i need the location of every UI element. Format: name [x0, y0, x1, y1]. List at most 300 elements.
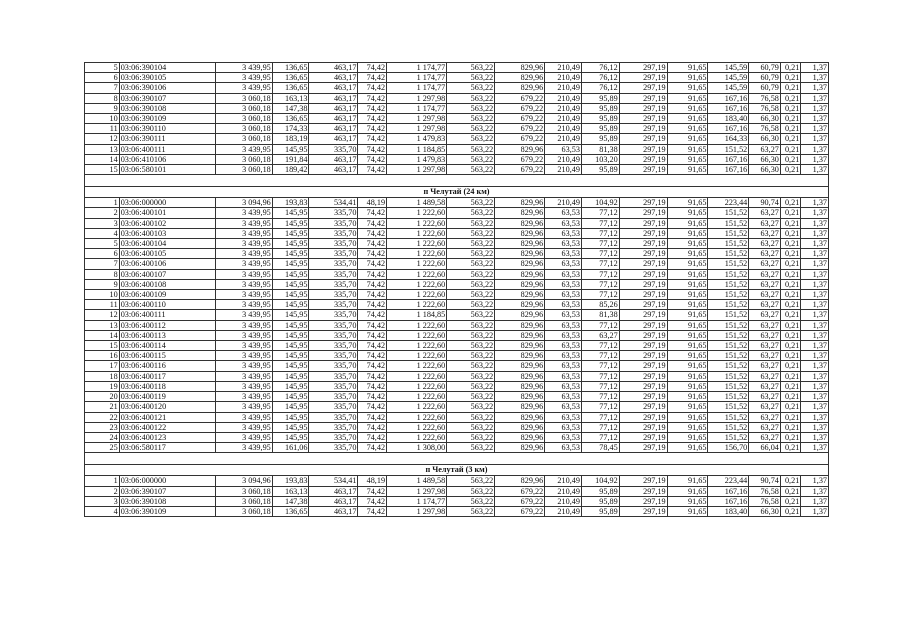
value-cell: 0,21 — [780, 506, 800, 516]
value-cell: 563,22 — [447, 208, 495, 218]
value-cell: 95,89 — [581, 506, 619, 516]
value-cell: 145,95 — [272, 249, 309, 259]
value-cell: 335,70 — [309, 249, 358, 259]
value-cell: 829,96 — [495, 290, 545, 300]
value-cell: 1,37 — [801, 269, 829, 279]
row-number-cell: 10 — [85, 290, 120, 300]
cadastral-code-cell: 03:06:390105 — [119, 73, 215, 83]
table-row — [85, 320, 829, 330]
value-cell: 63,27 — [749, 320, 781, 330]
value-cell: 3 060,18 — [215, 103, 272, 113]
value-cell: 74,42 — [358, 381, 387, 391]
value-cell: 297,19 — [619, 198, 667, 208]
value-cell: 1 222,60 — [387, 228, 447, 238]
value-cell: 91,65 — [667, 506, 708, 516]
value-cell: 74,42 — [358, 300, 387, 310]
value-cell: 91,65 — [667, 228, 708, 238]
value-cell: 297,19 — [619, 402, 667, 412]
value-cell: 3 439,95 — [215, 73, 272, 83]
cadastral-code-cell: 03:06:390106 — [119, 83, 215, 93]
value-cell: 3 439,95 — [215, 422, 272, 432]
value-cell: 297,19 — [619, 496, 667, 506]
value-cell: 563,22 — [447, 320, 495, 330]
value-cell: 563,22 — [447, 402, 495, 412]
value-cell: 77,12 — [581, 269, 619, 279]
value-cell: 145,95 — [272, 269, 309, 279]
value-cell: 829,96 — [495, 249, 545, 259]
value-cell: 77,12 — [581, 228, 619, 238]
value-cell: 167,16 — [708, 103, 749, 113]
value-cell: 210,49 — [545, 496, 582, 506]
value-cell: 63,53 — [545, 422, 582, 432]
row-number-cell: 21 — [85, 402, 120, 412]
value-cell: 95,89 — [581, 93, 619, 103]
value-cell: 297,19 — [619, 486, 667, 496]
value-cell: 66,30 — [749, 114, 781, 124]
table-row — [85, 412, 829, 422]
value-cell: 679,22 — [495, 114, 545, 124]
value-cell: 3 060,18 — [215, 506, 272, 516]
table-row — [85, 114, 829, 124]
value-cell: 63,27 — [749, 412, 781, 422]
value-cell: 1 184,85 — [387, 144, 447, 154]
row-number-cell: 1 — [85, 198, 120, 208]
value-cell: 3 060,18 — [215, 114, 272, 124]
table-body — [85, 63, 829, 517]
value-cell: 151,52 — [708, 310, 749, 320]
value-cell: 0,21 — [780, 300, 800, 310]
value-cell: 74,42 — [358, 351, 387, 361]
value-cell: 91,65 — [667, 330, 708, 340]
cadastral-code-cell: 03:06:410106 — [119, 154, 215, 164]
value-cell: 679,22 — [495, 506, 545, 516]
value-cell: 63,27 — [749, 269, 781, 279]
value-cell: 136,65 — [272, 506, 309, 516]
table-row — [85, 392, 829, 402]
value-cell: 3 439,95 — [215, 249, 272, 259]
value-cell: 91,65 — [667, 73, 708, 83]
value-cell: 335,70 — [309, 392, 358, 402]
section-title: п Челутай (24 км) — [85, 187, 829, 198]
value-cell: 91,65 — [667, 208, 708, 218]
value-cell: 335,70 — [309, 371, 358, 381]
cadastral-code-cell: 03:06:000000 — [119, 476, 215, 486]
value-cell: 3 439,95 — [215, 144, 272, 154]
value-cell: 76,58 — [749, 496, 781, 506]
value-cell: 151,52 — [708, 371, 749, 381]
value-cell: 151,52 — [708, 290, 749, 300]
value-cell: 829,96 — [495, 73, 545, 83]
value-cell: 563,22 — [447, 351, 495, 361]
value-cell: 74,42 — [358, 228, 387, 238]
value-cell: 297,19 — [619, 310, 667, 320]
value-cell: 164,33 — [708, 134, 749, 144]
value-cell: 3 439,95 — [215, 63, 272, 73]
value-cell: 74,42 — [358, 154, 387, 164]
cadastral-code-cell: 03:06:390107 — [119, 93, 215, 103]
value-cell: 145,95 — [272, 351, 309, 361]
value-cell: 563,22 — [447, 249, 495, 259]
value-cell: 1 222,60 — [387, 371, 447, 381]
value-cell: 95,89 — [581, 496, 619, 506]
value-cell: 136,65 — [272, 114, 309, 124]
value-cell: 563,22 — [447, 103, 495, 113]
cadastral-code-cell: 03:06:400119 — [119, 392, 215, 402]
value-cell: 91,65 — [667, 290, 708, 300]
value-cell: 63,53 — [545, 402, 582, 412]
value-cell: 210,49 — [545, 476, 582, 486]
value-cell: 77,12 — [581, 259, 619, 269]
value-cell: 563,22 — [447, 154, 495, 164]
value-cell: 63,53 — [545, 144, 582, 154]
value-cell: 66,30 — [749, 154, 781, 164]
value-cell: 297,19 — [619, 165, 667, 175]
row-number-cell: 7 — [85, 83, 120, 93]
cadastral-code-cell: 03:06:400111 — [119, 310, 215, 320]
value-cell: 1,37 — [801, 476, 829, 486]
value-cell: 63,27 — [749, 228, 781, 238]
value-cell: 3 439,95 — [215, 279, 272, 289]
value-cell: 679,22 — [495, 154, 545, 164]
value-cell: 3 439,95 — [215, 290, 272, 300]
value-cell: 91,65 — [667, 361, 708, 371]
value-cell: 147,38 — [272, 103, 309, 113]
value-cell: 463,17 — [309, 63, 358, 73]
value-cell: 77,12 — [581, 381, 619, 391]
table-row — [85, 198, 829, 208]
cadastral-code-cell: 03:06:390110 — [119, 124, 215, 134]
value-cell: 0,21 — [780, 412, 800, 422]
cadastral-code-cell: 03:06:400117 — [119, 371, 215, 381]
value-cell: 829,96 — [495, 259, 545, 269]
value-cell: 1,37 — [801, 134, 829, 144]
value-cell: 3 439,95 — [215, 371, 272, 381]
value-cell: 167,16 — [708, 154, 749, 164]
value-cell: 63,27 — [749, 381, 781, 391]
value-cell: 563,22 — [447, 269, 495, 279]
value-cell: 3 060,18 — [215, 124, 272, 134]
value-cell: 151,52 — [708, 422, 749, 432]
value-cell: 91,65 — [667, 432, 708, 442]
value-cell: 74,42 — [358, 73, 387, 83]
value-cell: 136,65 — [272, 63, 309, 73]
value-cell: 74,42 — [358, 83, 387, 93]
row-number-cell: 7 — [85, 259, 120, 269]
value-cell: 91,65 — [667, 103, 708, 113]
value-cell: 63,53 — [545, 269, 582, 279]
value-cell: 0,21 — [780, 476, 800, 486]
value-cell: 297,19 — [619, 249, 667, 259]
value-cell: 151,52 — [708, 320, 749, 330]
value-cell: 297,19 — [619, 259, 667, 269]
value-cell: 679,22 — [495, 103, 545, 113]
value-cell: 463,17 — [309, 73, 358, 83]
value-cell: 3 060,18 — [215, 134, 272, 144]
row-number-cell: 23 — [85, 422, 120, 432]
value-cell: 145,95 — [272, 259, 309, 269]
value-cell: 63,27 — [749, 351, 781, 361]
value-cell: 1 489,58 — [387, 198, 447, 208]
value-cell: 297,19 — [619, 144, 667, 154]
cadastral-code-cell: 03:06:000000 — [119, 198, 215, 208]
value-cell: 335,70 — [309, 432, 358, 442]
value-cell: 91,65 — [667, 320, 708, 330]
section-header-row — [85, 465, 829, 476]
value-cell: 3 439,95 — [215, 351, 272, 361]
value-cell: 74,42 — [358, 124, 387, 134]
value-cell: 335,70 — [309, 144, 358, 154]
value-cell: 297,19 — [619, 154, 667, 164]
value-cell: 1,37 — [801, 63, 829, 73]
cadastral-code-cell: 03:06:400116 — [119, 361, 215, 371]
value-cell: 74,42 — [358, 330, 387, 340]
value-cell: 76,12 — [581, 83, 619, 93]
row-number-cell: 1 — [85, 476, 120, 486]
value-cell: 77,12 — [581, 371, 619, 381]
value-cell: 829,96 — [495, 144, 545, 154]
value-cell: 210,49 — [545, 114, 582, 124]
row-number-cell: 6 — [85, 73, 120, 83]
value-cell: 563,22 — [447, 300, 495, 310]
row-number-cell: 24 — [85, 432, 120, 442]
value-cell: 63,27 — [749, 422, 781, 432]
value-cell: 563,22 — [447, 93, 495, 103]
value-cell: 167,16 — [708, 165, 749, 175]
value-cell: 563,22 — [447, 259, 495, 269]
value-cell: 297,19 — [619, 412, 667, 422]
value-cell: 297,19 — [619, 422, 667, 432]
value-cell: 0,21 — [780, 208, 800, 218]
value-cell: 74,42 — [358, 269, 387, 279]
value-cell: 174,33 — [272, 124, 309, 134]
value-cell: 63,27 — [749, 361, 781, 371]
value-cell: 91,65 — [667, 496, 708, 506]
row-number-cell: 9 — [85, 103, 120, 113]
value-cell: 77,12 — [581, 239, 619, 249]
value-cell: 829,96 — [495, 381, 545, 391]
value-cell: 91,65 — [667, 392, 708, 402]
value-cell: 48,19 — [358, 198, 387, 208]
value-cell: 193,83 — [272, 476, 309, 486]
value-cell: 91,65 — [667, 371, 708, 381]
value-cell: 829,96 — [495, 402, 545, 412]
value-cell: 829,96 — [495, 320, 545, 330]
value-cell: 95,89 — [581, 165, 619, 175]
value-cell: 1 222,60 — [387, 381, 447, 391]
value-cell: 563,22 — [447, 290, 495, 300]
value-cell: 77,12 — [581, 432, 619, 442]
value-cell: 145,95 — [272, 208, 309, 218]
cadastral-code-cell: 03:06:390107 — [119, 486, 215, 496]
table-row — [85, 259, 829, 269]
value-cell: 1,37 — [801, 93, 829, 103]
section-spacer — [85, 175, 829, 187]
value-cell: 3 439,95 — [215, 83, 272, 93]
value-cell: 829,96 — [495, 269, 545, 279]
value-cell: 3 060,18 — [215, 93, 272, 103]
value-cell: 335,70 — [309, 228, 358, 238]
value-cell: 335,70 — [309, 208, 358, 218]
value-cell: 563,22 — [447, 218, 495, 228]
value-cell: 3 439,95 — [215, 259, 272, 269]
value-cell: 74,42 — [358, 320, 387, 330]
value-cell: 3 439,95 — [215, 310, 272, 320]
value-cell: 151,52 — [708, 239, 749, 249]
value-cell: 76,58 — [749, 103, 781, 113]
cadastral-code-cell: 03:06:400107 — [119, 269, 215, 279]
row-number-cell: 11 — [85, 124, 120, 134]
value-cell: 145,95 — [272, 361, 309, 371]
value-cell: 74,42 — [358, 279, 387, 289]
value-cell: 563,22 — [447, 330, 495, 340]
value-cell: 3 439,95 — [215, 361, 272, 371]
value-cell: 63,53 — [545, 218, 582, 228]
value-cell: 1,37 — [801, 443, 829, 453]
value-cell: 1 308,00 — [387, 443, 447, 453]
value-cell: 77,12 — [581, 218, 619, 228]
value-cell: 1,37 — [801, 290, 829, 300]
row-number-cell: 20 — [85, 392, 120, 402]
value-cell: 829,96 — [495, 371, 545, 381]
value-cell: 0,21 — [780, 392, 800, 402]
value-cell: 297,19 — [619, 300, 667, 310]
value-cell: 193,83 — [272, 198, 309, 208]
value-cell: 1,37 — [801, 239, 829, 249]
value-cell: 95,89 — [581, 103, 619, 113]
value-cell: 63,53 — [545, 208, 582, 218]
value-cell: 0,21 — [780, 198, 800, 208]
value-cell: 77,12 — [581, 320, 619, 330]
value-cell: 74,42 — [358, 402, 387, 412]
value-cell: 563,22 — [447, 279, 495, 289]
value-cell: 210,49 — [545, 73, 582, 83]
value-cell: 297,19 — [619, 341, 667, 351]
value-cell: 297,19 — [619, 476, 667, 486]
value-cell: 223,44 — [708, 198, 749, 208]
value-cell: 145,95 — [272, 279, 309, 289]
value-cell: 63,27 — [749, 310, 781, 320]
value-cell: 3 439,95 — [215, 341, 272, 351]
value-cell: 91,65 — [667, 239, 708, 249]
value-cell: 297,19 — [619, 124, 667, 134]
value-cell: 335,70 — [309, 330, 358, 340]
row-number-cell: 14 — [85, 154, 120, 164]
value-cell: 829,96 — [495, 310, 545, 320]
value-cell: 3 439,95 — [215, 320, 272, 330]
row-number-cell: 11 — [85, 300, 120, 310]
value-cell: 1 222,60 — [387, 259, 447, 269]
value-cell: 829,96 — [495, 361, 545, 371]
value-cell: 63,27 — [749, 239, 781, 249]
value-cell: 3 439,95 — [215, 208, 272, 218]
value-cell: 63,53 — [545, 320, 582, 330]
value-cell: 145,95 — [272, 371, 309, 381]
value-cell: 74,42 — [358, 496, 387, 506]
value-cell: 679,22 — [495, 134, 545, 144]
value-cell: 0,21 — [780, 432, 800, 442]
value-cell: 63,53 — [545, 341, 582, 351]
value-cell: 145,59 — [708, 73, 749, 83]
value-cell: 145,95 — [272, 228, 309, 238]
value-cell: 63,27 — [749, 330, 781, 340]
value-cell: 167,16 — [708, 496, 749, 506]
value-cell: 3 439,95 — [215, 300, 272, 310]
table-row — [85, 330, 829, 340]
table-row — [85, 432, 829, 442]
value-cell: 63,53 — [545, 310, 582, 320]
row-number-cell: 6 — [85, 249, 120, 259]
value-cell: 297,19 — [619, 351, 667, 361]
value-cell: 1 174,77 — [387, 496, 447, 506]
value-cell: 167,16 — [708, 486, 749, 496]
value-cell: 3 439,95 — [215, 330, 272, 340]
value-cell: 95,89 — [581, 114, 619, 124]
table-row — [85, 218, 829, 228]
value-cell: 0,21 — [780, 144, 800, 154]
value-cell: 63,53 — [545, 239, 582, 249]
value-cell: 3 060,18 — [215, 165, 272, 175]
value-cell: 297,19 — [619, 63, 667, 73]
value-cell: 297,19 — [619, 290, 667, 300]
cadastral-code-cell: 03:06:390111 — [119, 134, 215, 144]
table-row — [85, 351, 829, 361]
value-cell: 63,27 — [749, 341, 781, 351]
value-cell: 1,37 — [801, 165, 829, 175]
value-cell: 76,12 — [581, 63, 619, 73]
value-cell: 0,21 — [780, 422, 800, 432]
table-row — [85, 279, 829, 289]
row-number-cell: 5 — [85, 239, 120, 249]
value-cell: 63,27 — [749, 290, 781, 300]
value-cell: 66,30 — [749, 165, 781, 175]
value-cell: 74,42 — [358, 144, 387, 154]
table-row — [85, 443, 829, 453]
value-cell: 335,70 — [309, 290, 358, 300]
value-cell: 563,22 — [447, 83, 495, 93]
row-number-cell: 15 — [85, 341, 120, 351]
value-cell: 1,37 — [801, 124, 829, 134]
value-cell: 829,96 — [495, 239, 545, 249]
value-cell: 76,12 — [581, 73, 619, 83]
row-number-cell: 8 — [85, 93, 120, 103]
value-cell: 91,65 — [667, 83, 708, 93]
value-cell: 1,37 — [801, 154, 829, 164]
table-row — [85, 269, 829, 279]
value-cell: 0,21 — [780, 443, 800, 453]
value-cell: 563,22 — [447, 239, 495, 249]
cadastral-code-cell: 03:06:580101 — [119, 165, 215, 175]
value-cell: 151,52 — [708, 402, 749, 412]
value-cell: 1,37 — [801, 432, 829, 442]
value-cell: 335,70 — [309, 422, 358, 432]
value-cell: 1,37 — [801, 144, 829, 154]
value-cell: 0,21 — [780, 124, 800, 134]
value-cell: 145,95 — [272, 392, 309, 402]
value-cell: 74,42 — [358, 432, 387, 442]
value-cell: 563,22 — [447, 381, 495, 391]
table-row — [85, 422, 829, 432]
value-cell: 210,49 — [545, 124, 582, 134]
value-cell: 74,42 — [358, 114, 387, 124]
value-cell: 563,22 — [447, 124, 495, 134]
value-cell: 74,42 — [358, 134, 387, 144]
value-cell: 91,65 — [667, 310, 708, 320]
value-cell: 297,19 — [619, 279, 667, 289]
table-row — [85, 134, 829, 144]
value-cell: 3 439,95 — [215, 402, 272, 412]
value-cell: 563,22 — [447, 496, 495, 506]
value-cell: 167,16 — [708, 93, 749, 103]
